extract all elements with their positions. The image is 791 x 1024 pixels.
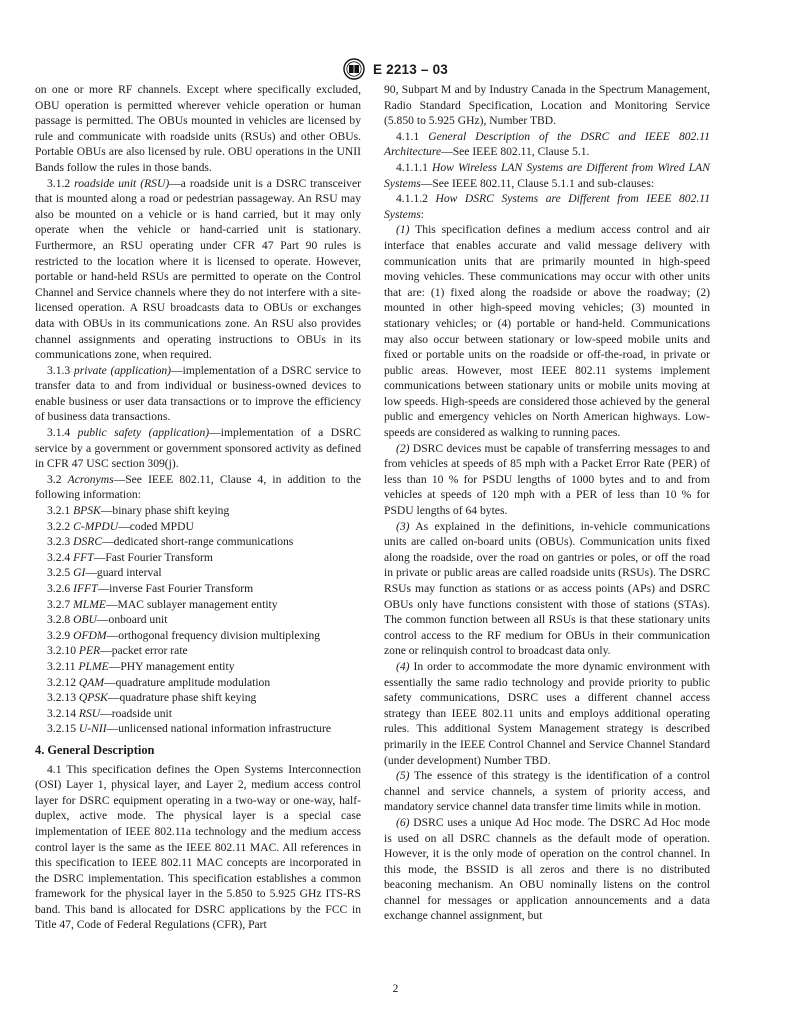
standard-designation: E 2213 – 03: [372, 61, 448, 77]
paragraph-continued: on one or more RF channels. Except where specifically excluded, OBU operation is permitted wherever vehicle operation or human passage is permitted. The OBUs mounted in vehicles are licensed by rule and communicate with roadside units (RSUs) and other OBUs. Portable OBUs are also licensed by rule. OBU operations in the UNII Bands follow the rules in those bands.: [35, 83, 361, 174]
list-item: 3.2.6 IFFT—inverse Fast Fourier Transform: [47, 582, 254, 595]
list-item: 3.2.4 FFT—Fast Fourier Transform: [47, 550, 213, 564]
list-item: 3.2.9 OFDM—orthogonal frequency division multiplexing: [47, 628, 321, 642]
list-item: 3.2.11 PLME—PHY management entity: [47, 659, 235, 673]
list-item: 3.2.2 C-MPDU—coded MPDU: [47, 519, 194, 533]
clause-4-1-1-1: [384, 160, 710, 191]
term: Acronyms: [67, 472, 114, 486]
clause-number: 4.1.1.2: [396, 192, 428, 206]
right-column: [384, 82, 710, 924]
list-item: 3.2.13 QPSK—quadrature phase shift keying: [47, 691, 257, 705]
page-number: 2: [392, 983, 399, 995]
clause-text: —See IEEE 802.11, Clause 5.1.1 and sub-clauses:: [420, 176, 655, 190]
clause-4-1-1-2: [384, 191, 710, 222]
list-item: 3.2.14 RSU—roadside unit: [47, 706, 172, 720]
list-item: 3.2.10 PER—packet error rate: [47, 644, 188, 658]
list-item: 3.2.8 OBU—onboard unit: [47, 613, 168, 627]
definition-text: —implementation of a DSRC service by a government or government sponsored activity as defined in CFR 47 USC section 309(j).: [35, 426, 361, 471]
list-item-5: (5) The essence of this strategy is the identification of a control channel and service channels, a system of priority access, and mandatory service channel data transfer time limits while in motion.: [384, 769, 710, 814]
clause-number: 3.1.4: [47, 426, 71, 440]
page-header: [0, 58, 791, 80]
term: roadside unit (RSU): [74, 176, 170, 190]
list-item: 3.2.12 QAM—quadrature amplitude modulation: [47, 675, 271, 689]
definition-text: —a roadside unit is a DSRC transceiver that is mounted along a road or pedestrian passageway. An RSU may also be mounted on a vehicle or is hand carried, but it may only operate when the vehicle or hand-carried unit is stationary. Furthermore, an RSU operating under CFR 47 Part 90 rules is restricted to the location where it is licensed to operate. However, portable or hand-held RSUs are permitted to operate on the Control Channel and Service channels where they do not interfere with a site-licensed operation. A RSU broadcasts data to OBUs or exchanges data with OBUs in its communications zone. An RSU also provides channel assignments and operating instructions to OBUs in its communications zone, when required.: [35, 176, 361, 362]
clause-number: 4.1.1.1: [396, 160, 428, 174]
clause-number: 3.1.2: [47, 176, 71, 190]
acronym-list: [35, 503, 361, 737]
clause-4-1-1: [384, 129, 710, 160]
paragraph-continued: 90, Subpart M and by Industry Canada in the Spectrum Management, Radio Standard Specification, Location and Monitoring Service (5.850 to 5.925 GHz), Number TBD.: [384, 83, 710, 128]
definition-3-1-2: [35, 176, 361, 363]
clause-number: 3.2: [47, 472, 62, 486]
list-item: 3.2.1 BPSK—binary phase shift keying: [47, 504, 230, 518]
list-item-3: (3) As explained in the definitions, in-vehicle communications units are called on-board units (OBUs). Communication units fixed along the roadside, over the road on gantries or poles, or off the road in private or public areas are called roadside units (RSUs). The DSRC RSUs may function as stations or as access points (APs) and DSRC OBUs only have functions consistent with those of stations (STAs). The common function between all RSUs is that these stationary units control access to the RF medium for OBUs in their communication zone or relinquish control to broadcast data only.: [384, 519, 710, 658]
list-item: 3.2.7 MLME—MAC sublayer management entity: [47, 597, 278, 611]
term: private (application): [73, 363, 172, 377]
left-column: [35, 82, 361, 933]
list-item: 3.2.5 GI—guard interval: [47, 566, 162, 580]
clause-number: 4.1.1: [396, 129, 420, 143]
list-item-4: (4) In order to accommodate the more dynamic environment with essentially the same radio technology and provide priority to public safety communications, DSRC uses a different channel access strategy than IEEE 802.11 units and employs additional operating rules. This additional System Management strategy is described primarily in the IEEE Control Channel and Service Channel Standard (under development) Number TBD.: [384, 659, 710, 767]
clause-title: How Wireless LAN Systems are Different from Wired LAN Systems: [384, 160, 710, 190]
list-item: 3.2.15 U-NII—unlicensed national information infrastructure: [47, 722, 331, 736]
definition-text: —implementation of a DSRC service to transfer data to and from individual or business-owned devices to enable business or user data transactions or to improve the efficiency of business data transactions.: [35, 363, 361, 424]
term: public safety (application): [77, 426, 210, 440]
list-item-2: (2) DSRC devices must be capable of transferring messages to and from vehicles at speeds of 85 mph with a Packet Error Rate (PER) of less than 10 % for PSDU lengths of 1000 bytes and to and from vehicles at speeds of 120 mph with a PER of less than 10 % for PSDU lengths of 64 bytes.: [384, 441, 710, 518]
list-item-6: (6) DSRC uses a unique Ad Hoc mode. The DSRC Ad Hoc mode is used on all DSRC channels as the default mode of operation. However, it is the only mode of operation on the control channel. In this mode, the BSSID is all zeros and there is no distributed beaconing mechanism. An OBU nominally listens on the control channel for messages or application announcements and a data exchange channel assignment, but: [384, 815, 710, 923]
clause-text: —See IEEE 802.11, Clause 5.1.: [441, 145, 590, 159]
section-heading: 4. General Description: [35, 742, 155, 757]
clause-title: General Description of the DSRC and IEEE 802.11 Architecture: [384, 129, 710, 159]
clause-number: 3.1.3: [47, 363, 71, 377]
list-item: 3.2.3 DSRC—dedicated short-range communications: [47, 535, 294, 549]
astm-logo-icon: [343, 58, 365, 80]
definition-3-1-3: [35, 363, 361, 425]
clause-text: —See IEEE 802.11, Clause 4, in addition to the following information:: [35, 472, 361, 502]
clause-3-2: [35, 472, 361, 503]
paragraph-4-1: 4.1 This specification defines the Open Systems Interconnection (OSI) Layer 1, physical layer, and Layer 2, medium access control layer for DSRC equipment operating in a two-way or one-way, half-duplex, active mode. The physical layer is a special case implementation of IEEE 802.11a technology and the medium access control layer is the same as the IEEE 802.11 MAC. All references in this specification to IEEE 802.11 MAC concepts are incorporated in the DSRC implementation. This specification establishes a common framework for the physical layer in the 5.850 to 5.925 GHz ITS-RS band. This band is allocated for DSRC applications by the FCC in Title 47, Code of Federal Regulations (CFR), Part: [35, 762, 361, 932]
list-item-1: (1) This specification defines a medium access control and air interface that enables accurate and valid message delivery with communication units that are primarily mounted in high-speed moving vehicles. These communications may occur with other units that are: (1) fixed along the roadside or above the roadway; (2) mounted in other high-speed moving vehicles; (3) mounted in stationary vehicles; or (4) portable or hand-held. Communications may also occur between stationary or low-speed mobile units and fixed or portable units on the roadside or off-the-road, in private or public areas. However, most IEEE 802.11 systems implement communications between stationary units or mobile units moving at low speeds. High-speeds are considered those achieved by the general public and emergency vehicles on North American highways. Low-speeds are considered as walking to running paces.: [384, 223, 710, 440]
clause-text: :: [420, 207, 424, 221]
clause-title: How DSRC Systems are Different from IEEE 802.11 Systems: [384, 192, 710, 221]
definition-3-1-4: [35, 425, 361, 472]
